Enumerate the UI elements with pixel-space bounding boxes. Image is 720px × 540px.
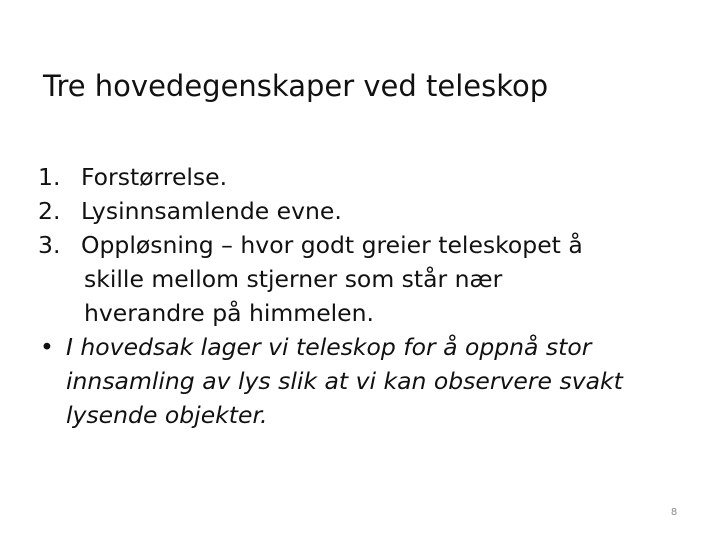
list-item-opplosning (38, 228, 678, 330)
list-item-forstorrelse (38, 160, 678, 194)
list-item-text: Lysinnsamlende evne. (81, 197, 342, 225)
list-item-text-continuation: skille mellom stjerner som står nær (84, 265, 503, 293)
numbered-list (38, 160, 678, 330)
list-item-text: Oppløsning – hvor godt greier teleskopet å (81, 231, 583, 259)
list-item-text-continuation: hverandre på himmelen. (84, 299, 375, 327)
page-number: 8 (670, 507, 678, 518)
list-item-lysinnsamlende-evne (38, 194, 678, 228)
bullet-item-summary (38, 330, 678, 432)
bullet-text-continuation: innsamling av lys slik at vi kan observere svakt (66, 367, 623, 395)
list-item-number: 2. (38, 197, 61, 225)
slide-content (38, 160, 678, 432)
list-item-text: Forstørrelse. (81, 163, 228, 191)
list-item-number: 1. (38, 163, 61, 191)
list-item-number: 3. (38, 231, 61, 259)
bullet-text-continuation: lysende objekter. (66, 401, 268, 429)
slide-title: Tre hovedegenskaper ved teleskop (43, 69, 549, 103)
bullet-icon: • (40, 333, 54, 361)
bullet-text: I hovedsak lager vi teleskop for å oppnå stor (66, 333, 592, 361)
bullet-list (38, 330, 678, 432)
